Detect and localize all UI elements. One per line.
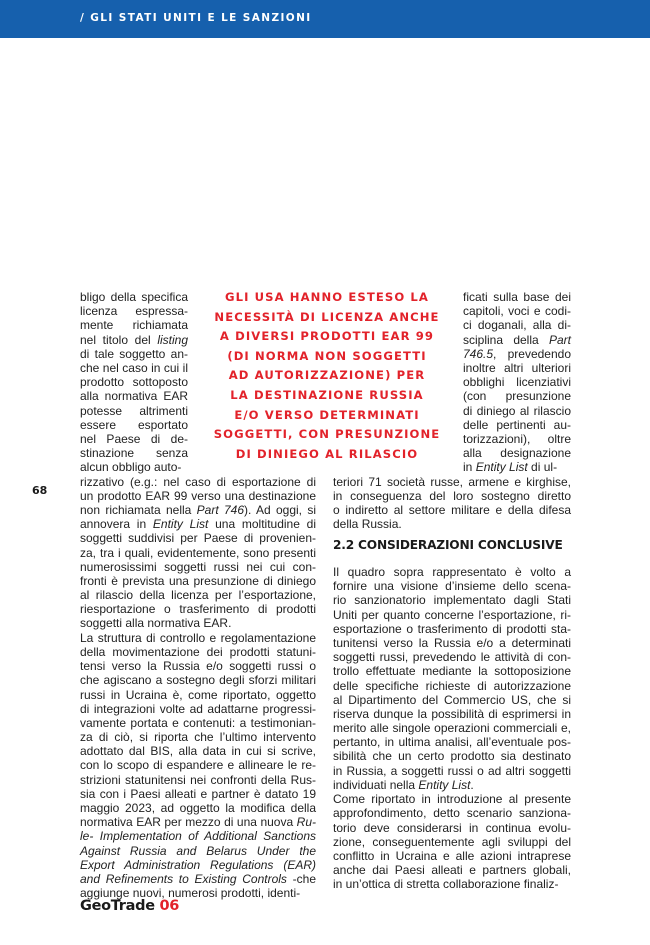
text-line: approfondimento, detto scenario sanziona-	[333, 806, 571, 821]
text-line: tensi verso la Russia e/o soggetti russi o	[80, 659, 316, 674]
text-line: torizzazioni), oltre	[463, 431, 571, 446]
text-line: di tale soggetto an-	[80, 346, 188, 361]
text-line: ficati sulla base dei	[463, 290, 571, 304]
text-line: soggetti russi, prevedendo le attività di con-	[333, 650, 571, 665]
text-line: and Refinements to Existing Controls -che	[80, 871, 316, 886]
right-column-intro	[333, 475, 571, 532]
text-line: esportazione o trasferimento di prodotti sta-	[333, 621, 571, 636]
text-line: (con presunzione	[463, 389, 571, 404]
text-line: rizzativo (e.g.: nel caso di esportazione di	[80, 474, 316, 489]
text-line: potesse altrimenti	[80, 403, 188, 418]
right-column-paragraph-2	[333, 792, 571, 891]
right-column-paragraph-1	[333, 565, 571, 792]
text-line: conflitto in Ucraina e alle azioni intraprese	[333, 848, 571, 863]
text-line: fornire una visione d’insieme dello scena-	[333, 579, 571, 594]
text-line: fronti è prevista una presunzione di diniego	[80, 573, 316, 588]
text-line: teriori 71 società russe, armene e kirghise,	[333, 474, 571, 489]
text-line: non richiamata nella Part 746). Ad oggi, si	[80, 502, 316, 517]
pull-quote-line: SOGGETTI, CON PRESUNZIONE	[213, 427, 441, 442]
text-line: al Dipartimento del Commercio US, che si	[333, 692, 571, 707]
text-line: adottato dal BIS, alla data in cui si scrive,	[80, 744, 316, 759]
text-line: riserva dunque la possibilità di esprimersi in	[333, 706, 571, 721]
text-line: sciplina della Part	[463, 332, 571, 347]
text-line: pertanto, in ultima analisi, all’eventuale pos-	[333, 735, 571, 750]
pull-quote	[204, 288, 450, 464]
text-line: capitoli, voci e codi-	[463, 304, 571, 319]
text-line: Uniti per quanto concerne l’esportazione, ri-	[333, 607, 571, 622]
text-line: vamente portata e contenuti: a testimonian-	[80, 715, 316, 730]
pull-quote-line: GLI USA HANNO ESTESO LA	[224, 290, 429, 304]
text-line: inoltre altri ulteriori	[463, 360, 571, 375]
text-line: normativa EAR per mezzo di una nuova Ru-	[80, 815, 316, 830]
left-column-paragraph-2	[80, 631, 316, 901]
text-line: aggiunge nuovi, numerosi prodotti, identi-	[80, 886, 301, 901]
text-line: alla normativa EAR	[80, 389, 188, 404]
text-line: individuati nella Entity List.	[333, 777, 474, 792]
text-line: di diniego al rilascio	[463, 403, 571, 418]
pull-quote-line: AD AUTORIZZAZIONE) PER	[228, 368, 426, 383]
text-line: bligo della specifica	[80, 290, 188, 304]
text-line: alla designazione	[463, 446, 571, 461]
text-line: prodotto sottoposto	[80, 375, 188, 390]
text-line: Against Russia and Belarus Under the	[80, 843, 316, 858]
text-line: soggetti alla normativa EAR.	[80, 616, 232, 631]
text-line: mente richiamata	[80, 318, 188, 333]
text-line: merito alle singole operazioni commerciali e,	[333, 721, 571, 736]
text-line: licenza espressa-	[80, 304, 188, 319]
pull-quote-line: A DIVERSI PRODOTTI EAR 99	[219, 329, 435, 344]
text-line: della Russia.	[333, 517, 402, 532]
left-column-narrow	[80, 290, 188, 474]
text-line: annovera in Entity List una moltitudine di	[80, 517, 316, 532]
text-line: alcun obbligo auto-	[80, 460, 182, 475]
section-title: / GLI STATI UNITI E LE SANZIONI	[80, 12, 312, 24]
footer-brand	[80, 898, 179, 914]
text-line: di integrazioni volte ad adattarne progressi-	[80, 701, 316, 716]
right-column-narrow	[463, 290, 571, 474]
text-line: Export Administration Regulations (EAR)	[80, 857, 316, 872]
text-line: delle pertinenti au-	[463, 417, 571, 432]
text-line: numerosissimi soggetti russi nei cui con-	[80, 559, 316, 574]
text-line: delle specifiche richieste di autorizzazione	[333, 678, 571, 693]
text-line: rio sanzionatorio implementato dagli Stati	[333, 593, 571, 608]
text-line: maggio 2023, ad oggetto la modifica della	[80, 801, 316, 816]
text-line: nel titolo del listing	[80, 332, 188, 347]
text-line: in Russia, a soggetti russi o ad altri soggetti	[333, 763, 571, 778]
text-line: torio deve considerarsi in continua evolu-	[333, 820, 571, 835]
brand-issue: 06	[159, 898, 180, 914]
text-line: ci doganali, alla di-	[463, 318, 571, 333]
text-line: della movimentazione dei prodotti statuni-	[80, 644, 316, 659]
text-line: za, tra i quali, evidentemente, sono presenti	[80, 545, 316, 560]
pull-quote-line: (DI NORMA NON SOGGETTI	[227, 348, 427, 363]
text-line: stinazione senza	[80, 446, 188, 461]
section-heading: 2.2 CONSIDERAZIONI CONCLUSIVE	[333, 538, 563, 552]
left-column-paragraph-1	[80, 475, 316, 631]
text-line: obblighi licenziativi	[463, 375, 571, 390]
brand-name: GeoTrade	[80, 898, 155, 914]
text-line: sibilità che un certo prodotto sia destinato	[333, 749, 571, 764]
text-line: con lo scopo di espandere e allineare le re-	[80, 758, 316, 773]
pull-quote-line: E/O VERSO DETERMINATI	[234, 407, 420, 422]
pull-quote-line: DI DINIEGO AL RILASCIO	[235, 446, 419, 461]
text-line: Il quadro sopra rappresentato è volto a	[333, 565, 571, 579]
page-number: 68	[32, 484, 48, 497]
text-line: in conseguenza del loro sostegno diretto	[333, 488, 571, 503]
text-line: in Entity List di ul-	[463, 460, 558, 475]
text-line: un prodotto EAR 99 verso una destinazione	[80, 488, 316, 503]
text-line: sia con i Paesi alleati e partner è datato 19	[80, 786, 316, 801]
text-line: riesportazione o trasferimento di prodotti	[80, 602, 316, 617]
text-line: La struttura di controllo e regolamentazione	[80, 630, 316, 645]
text-line: le- Implementation of Additional Sanctions	[80, 829, 316, 844]
pull-quote-line: LA DESTINAZIONE RUSSIA	[230, 387, 424, 402]
pull-quote-line: NECESSITÀ DI LICENZA ANCHE	[214, 309, 440, 324]
text-line: zione, conseguentemente agli sviluppi del	[333, 834, 571, 849]
text-line: strizioni statunitensi nei confronti della Rus-	[80, 772, 316, 787]
text-line: za di ciò, si riporta che l’ultimo intervento	[80, 730, 316, 745]
text-line: anche dai Paesi alleati e partners globali,	[333, 863, 571, 878]
blank-image-area	[0, 38, 650, 286]
text-line: o indiretto al settore militare e della difesa	[333, 502, 571, 517]
text-line: al rilascio della licenza per l’esportazione,	[80, 588, 316, 603]
text-line: tunitensi verso la Russia e/o a determinati	[333, 635, 571, 650]
text-line: essere esportato	[80, 417, 188, 432]
header-bar	[0, 0, 650, 38]
text-line: che nel caso in cui il	[80, 360, 188, 375]
text-line: russi in Ucraina è, come riportato, oggetto	[80, 687, 316, 702]
text-line: trollo effettuate mediante la sottoposizione	[333, 664, 571, 679]
text-line: Come riportato in introduzione al presente	[333, 792, 571, 807]
text-line: 746.5, prevedendo	[463, 346, 571, 361]
text-line: che agiscano a sostegno degli sforzi militari	[80, 673, 316, 688]
text-line: in un’ottica di stretta collaborazione finaliz-	[333, 877, 559, 892]
text-line: soggetti suddivisi per Paese di provenien-	[80, 531, 316, 546]
text-line: nel Paese di de-	[80, 431, 188, 446]
